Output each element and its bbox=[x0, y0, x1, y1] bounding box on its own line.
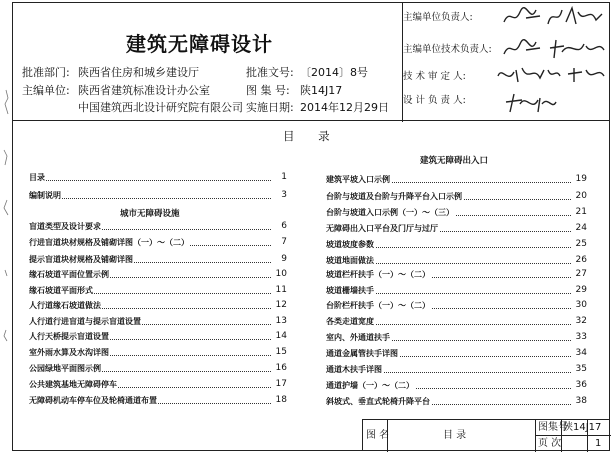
toc-entry-label: 坡道地面做法 bbox=[326, 256, 374, 265]
toc-entry-page: 6 bbox=[281, 221, 287, 231]
toc-entry-page: 33 bbox=[575, 332, 587, 342]
toc-entry-page: 26 bbox=[575, 255, 587, 265]
toc-entry-page: 25 bbox=[575, 239, 587, 249]
toc-entry-page: 17 bbox=[275, 379, 287, 389]
toc-entry bbox=[326, 395, 587, 408]
toc-entry-label: 坡道栏杆扶手（一）～（二） bbox=[326, 270, 430, 279]
effective-date-label: 实施日期: bbox=[246, 101, 294, 114]
toc-entry bbox=[29, 330, 287, 343]
toc-entry-label: 公园绿地平面图示例 bbox=[29, 364, 101, 373]
toc-entry-label: 各类走道宽度 bbox=[326, 317, 374, 326]
toc-entry-page: 18 bbox=[275, 395, 287, 405]
editor-unit-1: 陕西省建筑标准设计办公室 bbox=[78, 84, 210, 97]
signature-design-lead bbox=[500, 90, 560, 116]
toc-entry-label: 人行道行进盲道与提示盲道设置 bbox=[29, 317, 141, 326]
signature-technical-reviewer bbox=[494, 62, 608, 88]
toc-leader-dots bbox=[29, 171, 271, 181]
design-lead-label: 设 计 负 责 人: bbox=[403, 95, 466, 106]
toc-entry-label: 行进盲道块材规格及铺砌详图（一）～（二） bbox=[29, 238, 189, 247]
toc-entry-label: 无障碍机动车停车位及轮椅通道布置 bbox=[29, 396, 157, 405]
toc-entry-label: 坡道坡度参数 bbox=[326, 240, 374, 249]
toc-entry bbox=[29, 189, 287, 202]
approval-no: 〔2014〕8号 bbox=[300, 66, 368, 79]
toc-entry-label: 建筑平坡入口示例 bbox=[326, 175, 390, 184]
toc-entry bbox=[29, 268, 287, 281]
chief-technical-label: 主编单位技术负责人: bbox=[403, 44, 492, 55]
toc-entry-label: 坡道栅墙扶手 bbox=[326, 286, 374, 295]
toc-entry bbox=[326, 206, 587, 219]
toc-entry-label: 室内、外通道扶手 bbox=[326, 333, 390, 342]
header-divider-horizontal bbox=[12, 120, 610, 121]
signature-chief-editor bbox=[500, 4, 608, 30]
toc-entry-page: 34 bbox=[575, 348, 587, 358]
toc-entry-page: 1 bbox=[281, 172, 287, 182]
toc-entry-page: 10 bbox=[275, 269, 287, 279]
toc-entry-label: 缘石坡道平面位置示例 bbox=[29, 270, 109, 279]
toc-section-city: 城市无障碍设施 bbox=[120, 209, 180, 219]
approval-dept-label: 批准部门: bbox=[22, 66, 70, 79]
toc-section-building-entrance: 建筑无障碍出入口 bbox=[420, 156, 489, 166]
toc-entry-page: 36 bbox=[575, 380, 587, 390]
toc-entry-page: 24 bbox=[575, 223, 587, 233]
toc-entry-label: 室外雨水算及水沟详图 bbox=[29, 348, 109, 357]
toc-entry-label: 通道金属管扶手详图 bbox=[326, 349, 398, 358]
toc-entry bbox=[29, 394, 287, 407]
editor-unit-label: 主编单位: bbox=[22, 84, 70, 97]
toc-entry bbox=[29, 171, 287, 184]
toc-entry bbox=[326, 379, 587, 392]
toc-entry-page: 12 bbox=[275, 300, 287, 310]
toc-entry bbox=[326, 347, 587, 360]
toc-entry bbox=[326, 268, 587, 281]
toc-entry bbox=[29, 253, 287, 266]
toc-entry-page: 29 bbox=[575, 285, 587, 295]
signature-chief-technical bbox=[500, 36, 608, 62]
toc-entry-label: 通道木扶手详图 bbox=[326, 365, 382, 374]
toc-entry bbox=[326, 363, 587, 376]
toc-entry-label: 缘石坡道平面形式 bbox=[29, 286, 93, 295]
toc-entry bbox=[29, 315, 287, 328]
toc-entry-label: 编制说明 bbox=[29, 191, 61, 200]
toc-entry-page: 27 bbox=[575, 269, 587, 279]
toc-entry bbox=[29, 362, 287, 375]
toc-entry-page: 7 bbox=[281, 237, 287, 247]
toc-leader-dots bbox=[29, 189, 271, 199]
toc-entry-page: 32 bbox=[575, 316, 587, 326]
toc-entry-label: 台阶与坡道及台阶与升降平台入口示例 bbox=[326, 192, 462, 201]
toc-entry bbox=[326, 222, 587, 235]
toc-entry-label: 台阶与坡道入口示例（一）～（三） bbox=[326, 208, 454, 217]
toc-entry-label: 目录 bbox=[29, 173, 45, 182]
toc-entry-label: 人行道缘石坡道做法 bbox=[29, 301, 101, 310]
title-block-name: 目 录 bbox=[443, 430, 467, 441]
document-title: 建筑无障碍设计 bbox=[126, 32, 273, 56]
toc-entry bbox=[29, 299, 287, 312]
toc-entry bbox=[326, 299, 587, 312]
toc-entry-page: 21 bbox=[575, 207, 587, 217]
toc-entry-page: 13 bbox=[275, 316, 287, 326]
toc-entry-page: 19 bbox=[575, 174, 587, 184]
title-block-name-label: 图 名 bbox=[366, 430, 390, 441]
atlas-no-label: 图 集 号: bbox=[246, 84, 290, 97]
toc-entry bbox=[29, 284, 287, 297]
toc-entry-label: 盲道类型及设计要求 bbox=[29, 222, 101, 231]
toc-entry-page: 30 bbox=[575, 300, 587, 310]
toc-entry-label: 台阶栏杆扶手（一）～（二） bbox=[326, 301, 430, 310]
toc-entry bbox=[29, 346, 287, 359]
toc-entry-label: 提示盲道块材规格及铺砌详图 bbox=[29, 255, 133, 264]
technical-reviewer-label: 技 术 审 定 人: bbox=[403, 71, 466, 82]
approval-dept: 陕西省住房和城乡建设厅 bbox=[78, 66, 199, 79]
toc-heading: 目 录 bbox=[283, 129, 340, 143]
approval-no-label: 批准文号: bbox=[246, 66, 294, 79]
toc-entry bbox=[29, 378, 287, 391]
toc-entry-page: 9 bbox=[281, 254, 287, 264]
title-block-page-label: 页 次 bbox=[538, 438, 562, 449]
toc-entry-label: 无障碍出入口平台及门厅与过厅 bbox=[326, 224, 438, 233]
toc-entry-label: 公共建筑基地无障碍停车 bbox=[29, 380, 117, 389]
toc-entry-page: 15 bbox=[275, 347, 287, 357]
toc-entry bbox=[326, 284, 587, 297]
toc-entry bbox=[326, 315, 587, 328]
toc-entry bbox=[29, 220, 287, 233]
toc-entry-label: 通道护墙（一）～（二） bbox=[326, 381, 414, 390]
title-block-page: 1 bbox=[595, 438, 602, 449]
toc-entry-label: 斜坡式、垂直式轮椅升降平台 bbox=[326, 397, 430, 406]
atlas-no: 陕14J17 bbox=[300, 84, 343, 97]
toc-entry-page: 20 bbox=[575, 191, 587, 201]
editor-unit-2: 中国建筑西北设计研究院有限公司 bbox=[78, 101, 243, 114]
toc-entry-page: 16 bbox=[275, 363, 287, 373]
title-block bbox=[362, 419, 610, 451]
title-block-atlas-label: 图集号 bbox=[538, 422, 568, 433]
binding-margin bbox=[0, 0, 12, 455]
toc-entry-page: 14 bbox=[275, 331, 287, 341]
toc-entry-page: 38 bbox=[575, 396, 587, 406]
toc-entry-page: 35 bbox=[575, 364, 587, 374]
toc-entry bbox=[29, 236, 287, 249]
toc-entry bbox=[326, 254, 587, 267]
toc-entry bbox=[326, 331, 587, 344]
title-block-atlas-no: 陕14J17 bbox=[563, 422, 602, 433]
toc-entry-page: 3 bbox=[281, 190, 287, 200]
chief-editor-label: 主编单位负责人: bbox=[403, 12, 473, 23]
toc-entry-label: 人行天桥提示盲道设置 bbox=[29, 332, 109, 341]
toc-entry bbox=[326, 238, 587, 251]
toc-entry-page: 11 bbox=[275, 285, 287, 295]
toc-entry bbox=[326, 190, 587, 203]
effective-date: 2014年12月29日 bbox=[300, 101, 389, 114]
toc-entry bbox=[326, 173, 587, 186]
